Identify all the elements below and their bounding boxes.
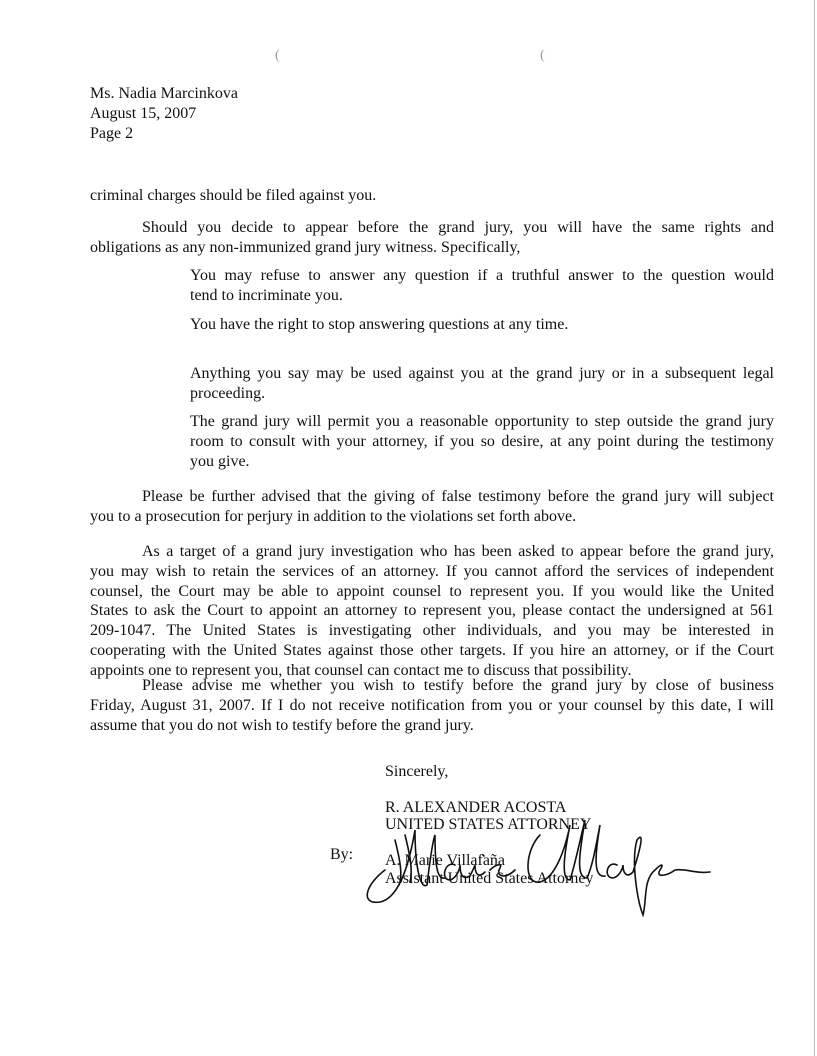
signer-name: A. Marie Villafaña [385, 852, 506, 869]
text-line: obligations as any non-immunized grand jury witness. Specifically, [90, 238, 521, 256]
right-item [190, 266, 774, 306]
text-line: you give. [190, 452, 250, 470]
attorney-name: R. ALEXANDER ACOSTA [385, 798, 567, 816]
text-line: proceeding. [190, 384, 266, 402]
text-line: criminal charges should be filed against you. [90, 187, 377, 204]
text-line: Please be further advised that the giving of false testimony before the grand jury will subject [142, 488, 774, 505]
text-line: you to a prosecution for perjury in addition to the violations set forth above. [90, 507, 577, 525]
text-line: You have the right to stop answering questions at any time. [190, 316, 569, 333]
text-line: Anything you say may be used against you at the grand jury or in a subsequent legal [190, 365, 774, 382]
paragraph-deadline [90, 676, 774, 735]
text-line: counsel, the Court may be able to appoint counsel to represent you. If you would like the United [90, 582, 774, 600]
signer-title: Assistant United States Attorney [385, 870, 594, 887]
text-line: Please advise me whether you wish to testify before the grand jury by close of business [142, 677, 774, 694]
text-line: The grand jury will permit you a reasonable opportunity to step outside the grand jury [190, 413, 774, 430]
text-line: You may refuse to answer any question if a truthful answer to the question would [190, 267, 774, 284]
recipient: Ms. Nadia Marcinkova [90, 85, 238, 102]
text-line: tend to incriminate you. [190, 286, 343, 304]
text-line: 209-1047. The United States is investigating other individuals, and you may be interested in [90, 622, 774, 640]
paragraph-rights [90, 218, 774, 258]
handwritten-signature [355, 810, 715, 920]
page-number: Page 2 [90, 124, 134, 142]
text-line: assume that you do not wish to testify before the grand jury. [90, 716, 474, 734]
text-line: cooperating with the United States against those other targets. If you hire an attorney, or if the Court [90, 641, 774, 659]
text-line: Should you decide to appear before the grand jury, you will have the same rights and [142, 219, 774, 236]
text-line: appoints one to represent you, that counsel can contact me to discuss that possibility. [90, 661, 632, 679]
scan-mark: ( [275, 48, 280, 63]
paragraph-perjury [90, 487, 774, 527]
right-item [190, 364, 774, 404]
text-line: As a target of a grand jury investigation who has been asked to appear before the grand jury, [142, 543, 774, 560]
text-line: room to consult with your attorney, if you so desire, at any point during the testimony [190, 432, 774, 450]
paragraph-counsel [90, 542, 774, 681]
attorney-title: UNITED STATES ATTORNEY [385, 815, 592, 833]
scan-mark: ( [540, 48, 545, 63]
text-line: States to ask the Court to appoint an attorney to represent you, please contact the undersigned at 561 [90, 602, 774, 620]
text-line: you may wish to retain the services of an attorney. If you cannot afford the services of independent [90, 562, 774, 580]
letter-header [90, 84, 238, 143]
text-line: Friday, August 31, 2007. If I do not receive notification from you or your counsel by this date, I will [90, 696, 774, 714]
by-label: By: [330, 846, 354, 863]
paragraph-continuation [90, 186, 774, 206]
page-edge-line [814, 0, 815, 1056]
right-item [190, 315, 774, 335]
right-item [190, 412, 774, 471]
salutation: Sincerely, [385, 763, 449, 780]
date: August 15, 2007 [90, 104, 197, 122]
